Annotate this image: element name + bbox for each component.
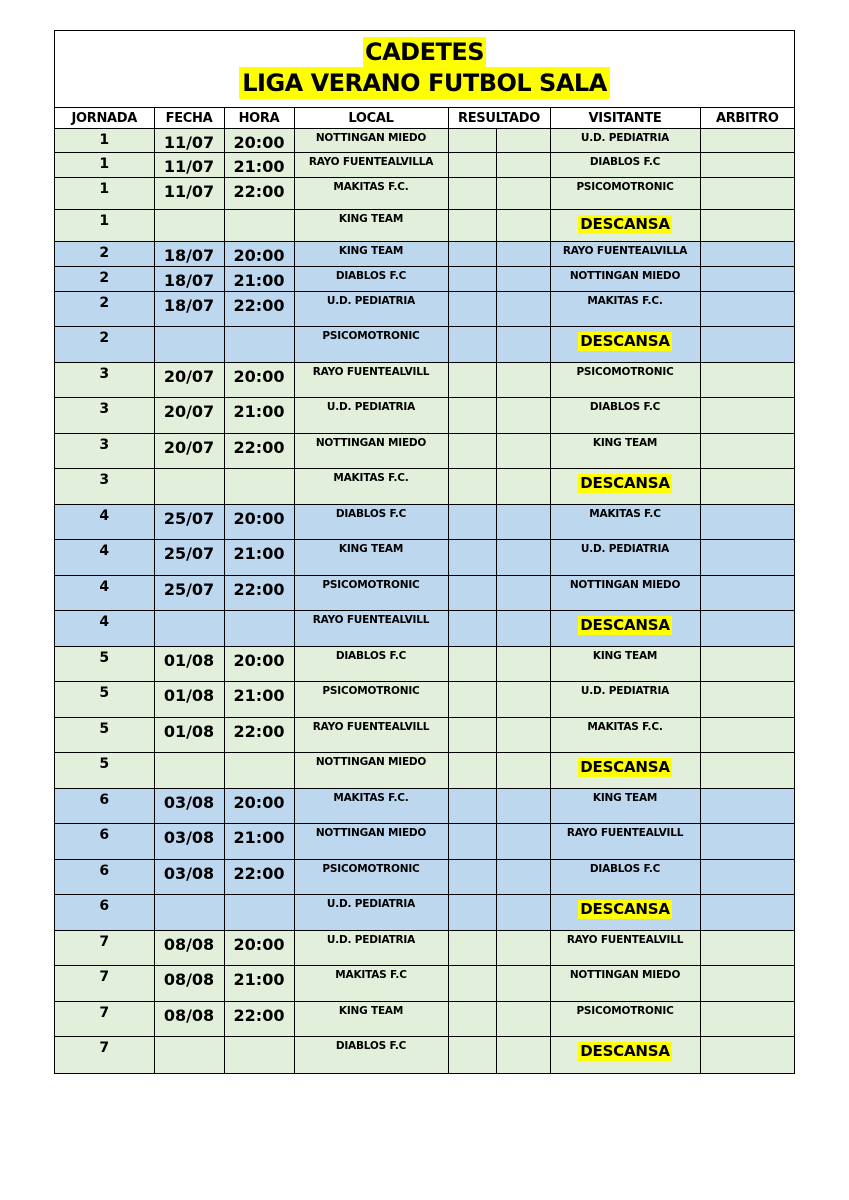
fecha-cell [154, 469, 224, 505]
schedule-row [55, 505, 794, 540]
local-team-cell: RAYO FUENTEALVILL [294, 611, 448, 647]
arbitro-cell [700, 1002, 794, 1037]
arbitro-cell [700, 789, 794, 824]
jornada-cell: 7 [55, 966, 154, 1002]
visitante-team-cell: RAYO FUENTEALVILL [550, 931, 700, 966]
hora-cell: 21:00 [224, 540, 294, 576]
resultado-visitante-cell [496, 753, 550, 789]
visitante-team-cell: DIABLOS F.C [550, 153, 700, 178]
resultado-local-cell [448, 931, 496, 966]
visitante-team-cell [550, 1037, 700, 1073]
hora-cell: 22:00 [224, 718, 294, 753]
visitante-team-cell: PSICOMOTRONIC [550, 363, 700, 398]
jornada-cell: 5 [55, 647, 154, 682]
resultado-local-cell [448, 1037, 496, 1073]
resultado-visitante-cell [496, 178, 550, 210]
fecha-cell: 20/07 [154, 363, 224, 398]
resultado-visitante-cell [496, 434, 550, 469]
resultado-local-cell [448, 398, 496, 434]
schedule-row [55, 363, 794, 398]
hora-cell [224, 327, 294, 363]
jornada-cell: 6 [55, 789, 154, 824]
local-team-cell: PSICOMOTRONIC [294, 682, 448, 718]
fecha-cell: 11/07 [154, 178, 224, 210]
jornada-cell: 3 [55, 434, 154, 469]
visitante-team-cell [550, 469, 700, 505]
local-team-cell: KING TEAM [294, 1002, 448, 1037]
header-visitante: VISITANTE [550, 108, 700, 129]
resultado-local-cell [448, 469, 496, 505]
fecha-cell: 18/07 [154, 292, 224, 327]
resultado-visitante-cell [496, 292, 550, 327]
fecha-cell: 01/08 [154, 682, 224, 718]
local-team-cell: MAKITAS F.C [294, 966, 448, 1002]
fecha-cell: 25/07 [154, 540, 224, 576]
hora-cell: 22:00 [224, 860, 294, 895]
visitante-team-cell: RAYO FUENTEALVILL [550, 824, 700, 860]
fecha-cell [154, 611, 224, 647]
resultado-visitante-cell [496, 267, 550, 292]
arbitro-cell [700, 611, 794, 647]
resultado-visitante-cell [496, 824, 550, 860]
header-resultado: RESULTADO [448, 108, 550, 129]
resultado-local-cell [448, 153, 496, 178]
schedule-row [55, 398, 794, 434]
visitante-team-cell: U.D. PEDIATRIA [550, 129, 700, 153]
resultado-visitante-cell [496, 647, 550, 682]
schedule-table [55, 108, 794, 1073]
visitante-team-cell [550, 210, 700, 242]
local-team-cell: RAYO FUENTEALVILL [294, 363, 448, 398]
local-team-cell: RAYO FUENTEALVILL [294, 718, 448, 753]
schedule-row [55, 267, 794, 292]
fecha-cell: 11/07 [154, 129, 224, 153]
jornada-cell: 5 [55, 718, 154, 753]
resultado-local-cell [448, 966, 496, 1002]
schedule-row [55, 469, 794, 505]
fecha-cell: 01/08 [154, 718, 224, 753]
visitante-team-cell: NOTTINGAN MIEDO [550, 966, 700, 1002]
local-team-cell: NOTTINGAN MIEDO [294, 824, 448, 860]
hora-cell [224, 895, 294, 931]
jornada-cell: 3 [55, 363, 154, 398]
arbitro-cell [700, 327, 794, 363]
hora-cell: 20:00 [224, 647, 294, 682]
resultado-visitante-cell [496, 540, 550, 576]
arbitro-cell [700, 931, 794, 966]
schedule-row [55, 129, 794, 153]
descansa-label: DESCANSA [580, 474, 670, 492]
resultado-local-cell [448, 718, 496, 753]
schedule-row [55, 153, 794, 178]
jornada-cell: 3 [55, 398, 154, 434]
jornada-cell: 4 [55, 540, 154, 576]
fecha-cell: 03/08 [154, 824, 224, 860]
jornada-cell: 4 [55, 576, 154, 611]
local-team-cell: DIABLOS F.C [294, 267, 448, 292]
schedule-row [55, 718, 794, 753]
arbitro-cell [700, 753, 794, 789]
schedule-row [55, 931, 794, 966]
hora-cell: 20:00 [224, 363, 294, 398]
jornada-cell: 5 [55, 753, 154, 789]
local-team-cell: MAKITAS F.C. [294, 469, 448, 505]
arbitro-cell [700, 210, 794, 242]
jornada-cell: 7 [55, 1037, 154, 1073]
resultado-visitante-cell [496, 611, 550, 647]
visitante-team-cell: U.D. PEDIATRIA [550, 540, 700, 576]
resultado-visitante-cell [496, 327, 550, 363]
jornada-cell: 5 [55, 682, 154, 718]
resultado-local-cell [448, 292, 496, 327]
local-team-cell: PSICOMOTRONIC [294, 327, 448, 363]
schedule-row [55, 210, 794, 242]
descansa-label: DESCANSA [580, 758, 670, 776]
header-arbitro: ARBITRO [700, 108, 794, 129]
schedule-row [55, 327, 794, 363]
local-team-cell: U.D. PEDIATRIA [294, 398, 448, 434]
hora-cell [224, 1037, 294, 1073]
resultado-visitante-cell [496, 966, 550, 1002]
arbitro-cell [700, 966, 794, 1002]
hora-cell: 21:00 [224, 682, 294, 718]
visitante-team-cell: MAKITAS F.C. [550, 292, 700, 327]
jornada-cell: 6 [55, 895, 154, 931]
arbitro-cell [700, 824, 794, 860]
schedule-row [55, 753, 794, 789]
schedule-row [55, 576, 794, 611]
fecha-cell: 20/07 [154, 398, 224, 434]
fecha-cell [154, 1037, 224, 1073]
visitante-team-cell: U.D. PEDIATRIA [550, 682, 700, 718]
resultado-visitante-cell [496, 718, 550, 753]
fecha-cell: 25/07 [154, 505, 224, 540]
arbitro-cell [700, 129, 794, 153]
hora-cell: 20:00 [224, 931, 294, 966]
schedule-row [55, 966, 794, 1002]
arbitro-cell [700, 1037, 794, 1073]
jornada-cell: 2 [55, 242, 154, 267]
resultado-local-cell [448, 178, 496, 210]
schedule-row [55, 860, 794, 895]
schedule-row [55, 682, 794, 718]
hora-cell: 22:00 [224, 1002, 294, 1037]
resultado-visitante-cell [496, 210, 550, 242]
schedule-row [55, 434, 794, 469]
arbitro-cell [700, 363, 794, 398]
local-team-cell: PSICOMOTRONIC [294, 576, 448, 611]
arbitro-cell [700, 576, 794, 611]
resultado-local-cell [448, 129, 496, 153]
hora-cell: 21:00 [224, 966, 294, 1002]
local-team-cell: DIABLOS F.C [294, 1037, 448, 1073]
local-team-cell: DIABLOS F.C [294, 647, 448, 682]
schedule-body [55, 129, 794, 1073]
visitante-team-cell: KING TEAM [550, 789, 700, 824]
resultado-visitante-cell [496, 469, 550, 505]
arbitro-cell [700, 540, 794, 576]
schedule-row [55, 824, 794, 860]
arbitro-cell [700, 682, 794, 718]
hora-cell: 21:00 [224, 267, 294, 292]
jornada-cell: 2 [55, 327, 154, 363]
header-row [55, 108, 794, 129]
schedule-row [55, 242, 794, 267]
resultado-visitante-cell [496, 242, 550, 267]
hora-cell: 22:00 [224, 434, 294, 469]
descansa-label: DESCANSA [580, 215, 670, 233]
arbitro-cell [700, 153, 794, 178]
jornada-cell: 1 [55, 153, 154, 178]
local-team-cell: NOTTINGAN MIEDO [294, 753, 448, 789]
resultado-local-cell [448, 647, 496, 682]
hora-cell [224, 469, 294, 505]
resultado-visitante-cell [496, 576, 550, 611]
local-team-cell: DIABLOS F.C [294, 505, 448, 540]
visitante-team-cell [550, 753, 700, 789]
resultado-visitante-cell [496, 505, 550, 540]
fecha-cell [154, 210, 224, 242]
jornada-cell: 4 [55, 505, 154, 540]
resultado-local-cell [448, 682, 496, 718]
visitante-team-cell: PSICOMOTRONIC [550, 178, 700, 210]
jornada-cell: 7 [55, 931, 154, 966]
jornada-cell: 6 [55, 860, 154, 895]
resultado-visitante-cell [496, 363, 550, 398]
resultado-local-cell [448, 753, 496, 789]
resultado-visitante-cell [496, 153, 550, 178]
jornada-cell: 1 [55, 129, 154, 153]
resultado-local-cell [448, 210, 496, 242]
local-team-cell: KING TEAM [294, 242, 448, 267]
visitante-team-cell: KING TEAM [550, 647, 700, 682]
fecha-cell: 18/07 [154, 242, 224, 267]
header-local: LOCAL [294, 108, 448, 129]
hora-cell [224, 753, 294, 789]
schedule-row [55, 292, 794, 327]
resultado-local-cell [448, 242, 496, 267]
visitante-team-cell: MAKITAS F.C. [550, 718, 700, 753]
resultado-local-cell [448, 505, 496, 540]
local-team-cell: KING TEAM [294, 540, 448, 576]
local-team-cell: MAKITAS F.C. [294, 789, 448, 824]
arbitro-cell [700, 469, 794, 505]
local-team-cell: U.D. PEDIATRIA [294, 292, 448, 327]
arbitro-cell [700, 434, 794, 469]
local-team-cell: NOTTINGAN MIEDO [294, 129, 448, 153]
visitante-team-cell: DIABLOS F.C [550, 860, 700, 895]
resultado-local-cell [448, 860, 496, 895]
fecha-cell: 01/08 [154, 647, 224, 682]
category-title: CADETES [364, 38, 485, 66]
visitante-team-cell: KING TEAM [550, 434, 700, 469]
resultado-local-cell [448, 895, 496, 931]
fecha-cell: 08/08 [154, 1002, 224, 1037]
arbitro-cell [700, 895, 794, 931]
resultado-local-cell [448, 434, 496, 469]
hora-cell: 20:00 [224, 129, 294, 153]
jornada-cell: 3 [55, 469, 154, 505]
schedule-row [55, 540, 794, 576]
schedule-row [55, 895, 794, 931]
schedule-sheet [54, 30, 795, 1074]
resultado-local-cell [448, 540, 496, 576]
descansa-label: DESCANSA [580, 900, 670, 918]
resultado-local-cell [448, 576, 496, 611]
resultado-visitante-cell [496, 682, 550, 718]
arbitro-cell [700, 178, 794, 210]
fecha-cell [154, 753, 224, 789]
local-team-cell: RAYO FUENTEALVILLA [294, 153, 448, 178]
hora-cell: 21:00 [224, 824, 294, 860]
visitante-team-cell [550, 611, 700, 647]
jornada-cell: 1 [55, 178, 154, 210]
schedule-row [55, 1037, 794, 1073]
resultado-visitante-cell [496, 860, 550, 895]
jornada-cell: 2 [55, 267, 154, 292]
jornada-cell: 2 [55, 292, 154, 327]
resultado-local-cell [448, 1002, 496, 1037]
league-title: LIGA VERANO FUTBOL SALA [239, 67, 610, 99]
visitante-team-cell: NOTTINGAN MIEDO [550, 267, 700, 292]
resultado-visitante-cell [496, 129, 550, 153]
resultado-local-cell [448, 327, 496, 363]
fecha-cell: 08/08 [154, 931, 224, 966]
fecha-cell: 08/08 [154, 966, 224, 1002]
fecha-cell: 20/07 [154, 434, 224, 469]
hora-cell: 22:00 [224, 178, 294, 210]
arbitro-cell [700, 647, 794, 682]
hora-cell: 22:00 [224, 292, 294, 327]
resultado-local-cell [448, 824, 496, 860]
visitante-team-cell: RAYO FUENTEALVILLA [550, 242, 700, 267]
jornada-cell: 7 [55, 1002, 154, 1037]
local-team-cell: KING TEAM [294, 210, 448, 242]
jornada-cell: 4 [55, 611, 154, 647]
fecha-cell [154, 895, 224, 931]
visitante-team-cell [550, 895, 700, 931]
local-team-cell: NOTTINGAN MIEDO [294, 434, 448, 469]
hora-cell [224, 210, 294, 242]
visitante-team-cell: NOTTINGAN MIEDO [550, 576, 700, 611]
resultado-visitante-cell [496, 789, 550, 824]
hora-cell: 20:00 [224, 505, 294, 540]
resultado-visitante-cell [496, 398, 550, 434]
hora-cell: 21:00 [224, 153, 294, 178]
fecha-cell [154, 327, 224, 363]
local-team-cell: PSICOMOTRONIC [294, 860, 448, 895]
descansa-label: DESCANSA [580, 332, 670, 350]
arbitro-cell [700, 267, 794, 292]
header-jornada: JORNADA [55, 108, 154, 129]
fecha-cell: 25/07 [154, 576, 224, 611]
schedule-row [55, 647, 794, 682]
hora-cell [224, 611, 294, 647]
resultado-local-cell [448, 363, 496, 398]
resultado-visitante-cell [496, 1002, 550, 1037]
hora-cell: 21:00 [224, 398, 294, 434]
title-block [55, 31, 794, 108]
visitante-team-cell: MAKITAS F.C [550, 505, 700, 540]
header-hora: HORA [224, 108, 294, 129]
arbitro-cell [700, 718, 794, 753]
resultado-local-cell [448, 611, 496, 647]
arbitro-cell [700, 505, 794, 540]
schedule-row [55, 611, 794, 647]
descansa-label: DESCANSA [580, 616, 670, 634]
local-team-cell: U.D. PEDIATRIA [294, 895, 448, 931]
fecha-cell: 03/08 [154, 860, 224, 895]
local-team-cell: U.D. PEDIATRIA [294, 931, 448, 966]
header-fecha: FECHA [154, 108, 224, 129]
jornada-cell: 6 [55, 824, 154, 860]
visitante-team-cell [550, 327, 700, 363]
resultado-local-cell [448, 789, 496, 824]
fecha-cell: 03/08 [154, 789, 224, 824]
schedule-row [55, 789, 794, 824]
resultado-local-cell [448, 267, 496, 292]
local-team-cell: MAKITAS F.C. [294, 178, 448, 210]
fecha-cell: 18/07 [154, 267, 224, 292]
hora-cell: 22:00 [224, 576, 294, 611]
schedule-row [55, 178, 794, 210]
resultado-visitante-cell [496, 895, 550, 931]
jornada-cell: 1 [55, 210, 154, 242]
resultado-visitante-cell [496, 931, 550, 966]
schedule-row [55, 1002, 794, 1037]
hora-cell: 20:00 [224, 242, 294, 267]
arbitro-cell [700, 860, 794, 895]
hora-cell: 20:00 [224, 789, 294, 824]
arbitro-cell [700, 242, 794, 267]
arbitro-cell [700, 292, 794, 327]
fecha-cell: 11/07 [154, 153, 224, 178]
descansa-label: DESCANSA [580, 1042, 670, 1060]
visitante-team-cell: DIABLOS F.C [550, 398, 700, 434]
resultado-visitante-cell [496, 1037, 550, 1073]
arbitro-cell [700, 398, 794, 434]
visitante-team-cell: PSICOMOTRONIC [550, 1002, 700, 1037]
